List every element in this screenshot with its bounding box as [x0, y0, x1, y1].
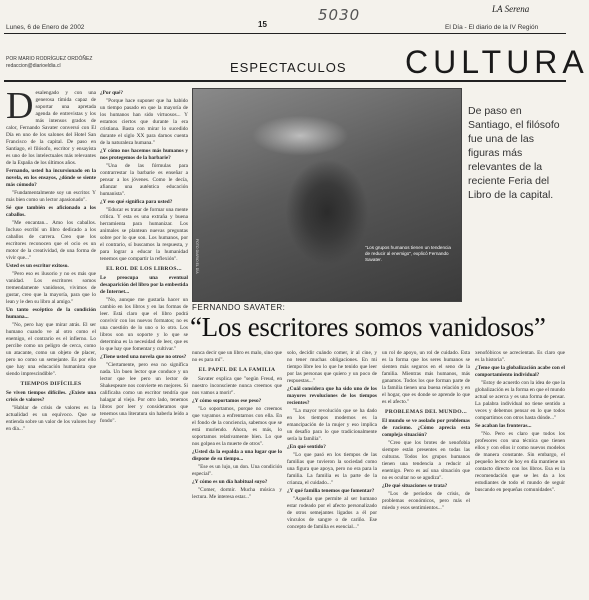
answer: "La mayor revolución que se ha dado en los tiempos modernos es la emancipación de la mujer y eso implica un desafío para lo que tradicionalmente sería la familia". — [287, 408, 377, 442]
section-title: CULTURA — [405, 44, 589, 80]
question: El mundo se ve asolado por problemas de racismo. ¿Cómo aprecia esta compleja situación? — [382, 418, 470, 438]
issue-date: Lunes, 6 de Enero de 2002 — [6, 24, 85, 31]
question: ¿Y cómo soportamos ese peso? — [192, 398, 262, 404]
answer: "Ese es un lujo, un don. Una condición especial". — [192, 464, 282, 477]
question: ¿Cuál considera que ha sido uno de los mayores revoluciones de los tiempos recientes? — [287, 386, 377, 406]
header-right-text: El Día - El diario de la IV Región — [445, 24, 539, 31]
question: ¿En qué sentido? — [287, 444, 326, 450]
answer: "No. Pero es claro que todos los profesores con una técnica que tienen ellos y con ellos ir como nuevos modelos de manera constante. Sin embargo, el pequeño lector de hoy en día mantiene un contacto directo con los libros. Esa es la recomendación que se les da a los estudiantes de todo el mundo de seguir buscando en pequeñas comunidades". — [475, 431, 565, 493]
question: Fernando, usted ha incursionado en la novela, en los ensayos, ¿dónde se siente más cómodo? — [6, 168, 96, 188]
answer: "Ciertamente, pero eso no significa nada. Un buen lector que conduce y un lector que lee pero un lector de Shakespeare nos convierte en mejores. Si calificaba como un escritor tendría que halagar al viejo. Por otro lado, tenemos libros por leer y consideramos que tenemos una literatura sin haberla leído a fondo". — [100, 362, 188, 424]
answer: "Educar es tratar de formar una mente crítica. Y esta es una extraña y buena herramienta para humanizar. Los animales se plantean nuevas preguntas sobre por lo que son. Los humanos, por el contrario, sí buscamos la respuesta, y para lograr a educar la humanidad tenemos que compartir la reflexión". — [100, 207, 188, 262]
question: ¿Y qué familia tenemos que fomentar? — [287, 488, 375, 494]
question: Le preocupa una eventual desaparición del libro por la embestida de Internet... — [100, 275, 188, 295]
answer: solo, decidir cuándo comer, ir al cine, y no tener muchas obligaciones. En mi tiempo libre leo lo que he tenido que leer por las personas que quiero y un poco de respuestas..." — [287, 350, 377, 384]
subheading: TIEMPOS DIFÍCILES — [20, 381, 82, 387]
section-name: ESPECTACULOS — [230, 60, 347, 75]
article-column-6 — [475, 350, 565, 595]
headline: “Los escritores somos vanidosos” — [190, 312, 546, 342]
answer: "Estoy de acuerdo con la idea de que la globalización es la forma en que el mundo actual se acerca y es una forma de pensar. La palabra individual no tiene sentido a veces y debemos pensar en lo que todos compartimos con otros hasta dónde..." — [475, 380, 565, 421]
byline — [6, 56, 92, 70]
question: Sé que también es aficionado a los caballos. — [6, 205, 96, 218]
question: ¿Usted da la espalda a una lugar que lo dispone de su tiempo... — [192, 449, 282, 462]
answer: "Fundamentalmente soy un escritor. Y más bien como un lector apasionado". — [6, 190, 96, 203]
answer: "Pero eso es ilusorio y no es más que vanidad. Los escritores somos tremendamente vanidosos, vivimos de gustar, creo que la mayoría, para que lo lean y le den su libro al amigo." — [6, 271, 96, 305]
subheading: EL ROL DE LOS LIBROS... — [106, 266, 182, 272]
answer: "Porque hace suponer que ha habido un tiempo pasado en que la mayoría de los humanos han sido virtuosos... Y estamos ciertos que durante la era cristiana. Basta con mirar lo sucedido durante el siglo XX para darnos cuenta de la naturaleza humana." — [100, 98, 188, 146]
answer: "Lo que pasó en los tiempos de las familias que tuvieron la sociedad como una figura que apoya, pero no era para la familia. La familia es la parte de la crianza, el cuidado..." — [287, 452, 377, 486]
question: ¿Y eso qué significa para usted? — [100, 199, 173, 205]
article-column-2 — [100, 90, 188, 595]
answer: "Creo que los brotes de xenofobia siempre están presentes en todas las culturas. Todos los grupos humanos tienen una tendencia a reducir al enemigo. Pero es así una situación que no es ocultar no se agudiza". — [382, 440, 470, 481]
answer: "Hablar de crisis de valores es la actualidad es un equívoco. Que se entienda sobre un valor de los valores hoy en día..." — [6, 405, 96, 432]
header-rule — [4, 33, 566, 34]
subheading: PROBLEMAS DEL MUNDO... — [385, 409, 467, 415]
article-column-3 — [192, 350, 282, 595]
article-column-4 — [287, 350, 377, 595]
lead-paragraph: esalengado y con una generosa tímida capaz de soportar una apretada agenda de entrevistas y los más intensos grados de calor, Fernando Savater conversó con El Día en uno de los salones del Hotel San Francisco de la capital. De paso en Santiago, el filósofo, escritor y ensayista es uno de los intelectuales más relevantes de la España de los últimos años. — [6, 90, 96, 166]
article-column-1 — [6, 85, 96, 595]
paragraph: Savater explica que "según Freud, en nuestro inconsciente nunca creemos que nos vamos a morir". — [192, 376, 282, 396]
question: ¿De qué situaciones se trata? — [382, 483, 448, 489]
newspaper-logo: LA Serena — [492, 4, 530, 14]
photo-caption: "Los grupos humanos tienen un tendencia de reducir al enemigo", explicó Fernando Savater. — [365, 245, 451, 262]
question: Se viven tiempos difíciles. ¿Existe una crisis de valores? — [6, 390, 96, 403]
answer: "Lo soportamos, porque no creemos que vayamos a enfrentarnos con ella. En el fondo de la conciencia, sabemos que se está muriendo. Ahora, es más, lo soportamos relativamente bien. Lo que nos golpea es la muerte de otros". — [192, 406, 282, 447]
answer: "Los de períodos de crisis, de problemas económicos, pero más el miedo y esos sentimientos..." — [382, 491, 470, 511]
headline-kicker: FERNANDO SAVATER: — [192, 303, 286, 312]
question: Se acaban las fronteras... — [475, 423, 532, 429]
answer: "Me encantan... Amo los caballos. Incluso escribí un libro dedicado a los caballos de carrera. Creo que los escritores reconocen que el ocio es un motor de la creatividad, de una forma de vivir que..." — [6, 220, 96, 261]
answer: "No, pero hay que mirar atrás. El ser humano cuando ve al otro como el enemigo, el contrario es el infierno. Lo percibe como un peligro de cerca, como un atacante, como un objeto de placer, pero no como un semejante. Es por ello que hay una educación humanista que siendo imprescindible". — [6, 322, 96, 377]
question: Un tanto escéptico de la condición humana... — [6, 307, 96, 320]
answer: "Aquella que permite al ser humano estar rodeado por el afecto personalizado de otros semejantes ligados a él por vínculos de sangre o de cariño. Ese concepto de familia es esencial..." — [287, 496, 377, 530]
savater-photo — [192, 88, 462, 302]
answer: nunca decir que un libro es malo, sino que no es para mí". — [192, 350, 282, 363]
answer: "Comer, dormir. Mucha música y lectura. Me interesa estar..." — [192, 487, 282, 500]
answer: "Una de las fórmulas para contrarrestar la barbarie es enseñar a pensar a los jóvenes. Como le decía, afianzar una auténtica educación humanista". — [100, 163, 188, 197]
question: ¿Y cómo es un día habitual suyo? — [192, 479, 268, 485]
pull-quote: De paso en Santiago, el filósofo fue una de las figuras más relevantes de la reciente Feria del Libro de la capital. — [468, 105, 560, 201]
photo-credit: FOTO DIARIO EL DÍA — [195, 239, 199, 274]
answer: xenofóbicos se acrecientan. Es claro que es la historia". — [475, 350, 565, 363]
question: Usted es un escritor exitoso. — [6, 263, 69, 269]
byline-author: POR MARIO RODRÍGUEZ ORDÓÑEZ — [6, 56, 93, 62]
answer: un rol de apoyo, un rol de cuidado. Esta es la forma que los seres humanos se sienten más seguros en el seno de la familia. Mientras más humanos, más ganamos. Todos los que forman parte de la familia tienen una buena relación y en el hogar, que es donde se aprende lo que es el afecto." — [382, 350, 470, 405]
archive-stamp: 5030 — [318, 6, 361, 24]
byline-email: redaccion@diarioeldia.cl — [6, 63, 61, 69]
drop-cap: D — [6, 85, 34, 127]
question: ¿Teme que la globalización acabe con el comportamiento individual? — [475, 365, 565, 378]
subheading: EL PAPEL DE LA FAMILIA — [198, 367, 276, 373]
article-column-5 — [382, 350, 470, 595]
question: ¿Tiene usted una novela que no otros? — [100, 354, 187, 360]
answer: "No, aunque me gustaría hacer un cambio en los libros y en las formas de leer. Está claro que el libro podrá convivir con los nuevos formatos; no es una cuestión de lo uno o lo otro. Los libros son un soporte y lo que se determina es la necesidad de leer, que es lo que hay que fomentar y cultivar." — [100, 297, 188, 352]
question: ¿Por qué? — [100, 90, 124, 96]
question: ¿Y cómo nos hacemos más humanos y nos protegemos de la barbarie? — [100, 148, 188, 161]
page-number: 15 — [258, 20, 267, 29]
section-rule — [4, 80, 566, 82]
